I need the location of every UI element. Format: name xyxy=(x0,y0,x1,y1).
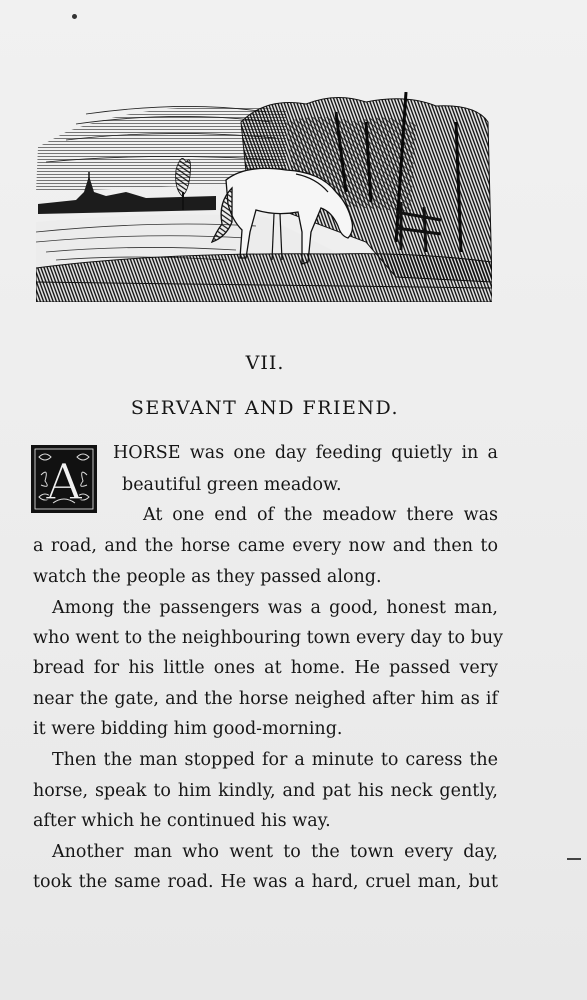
text-line-11: Then the man stopped for a minute to caress the xyxy=(52,750,498,770)
text-line-4: a road, and the horse came every now and then to xyxy=(33,536,498,556)
text-line-9: near the gate, and the horse neighed after him as if xyxy=(33,689,498,709)
text-line-14: Another man who went to the town every day, xyxy=(52,842,498,862)
chapter-number: VII. xyxy=(245,352,285,374)
chapter-title: SERVANT AND FRIEND. xyxy=(130,397,400,419)
text-line-3: At one end of the meadow there was xyxy=(143,505,498,525)
text-line-7: who went to the neighbouring town every day to buy xyxy=(33,628,503,648)
text-line-2: beautiful green meadow. xyxy=(122,475,342,495)
text-line-15: took the same road. He was a hard, cruel man, but xyxy=(33,872,498,892)
text-line-8: bread for his little ones at home. He passed very xyxy=(33,658,498,678)
horse-grazing-engraving xyxy=(36,92,492,302)
text-line-6: Among the passengers was a good, honest man, xyxy=(52,598,498,618)
text-line-5: watch the people as they passed along. xyxy=(33,567,382,587)
text-line-13: after which he continued his way. xyxy=(33,811,331,831)
text-line-1: HORSE was one day feeding quietly in a xyxy=(113,443,498,463)
drop-cap-letter: A xyxy=(45,453,83,511)
ink-speck xyxy=(72,14,77,19)
text-line-12: horse, speak to him kindly, and pat his neck gently, xyxy=(33,781,498,801)
text-line-10: it were bidding him good-morning. xyxy=(33,719,343,739)
margin-mark xyxy=(567,858,581,860)
drop-cap-a-ornament xyxy=(31,445,97,513)
